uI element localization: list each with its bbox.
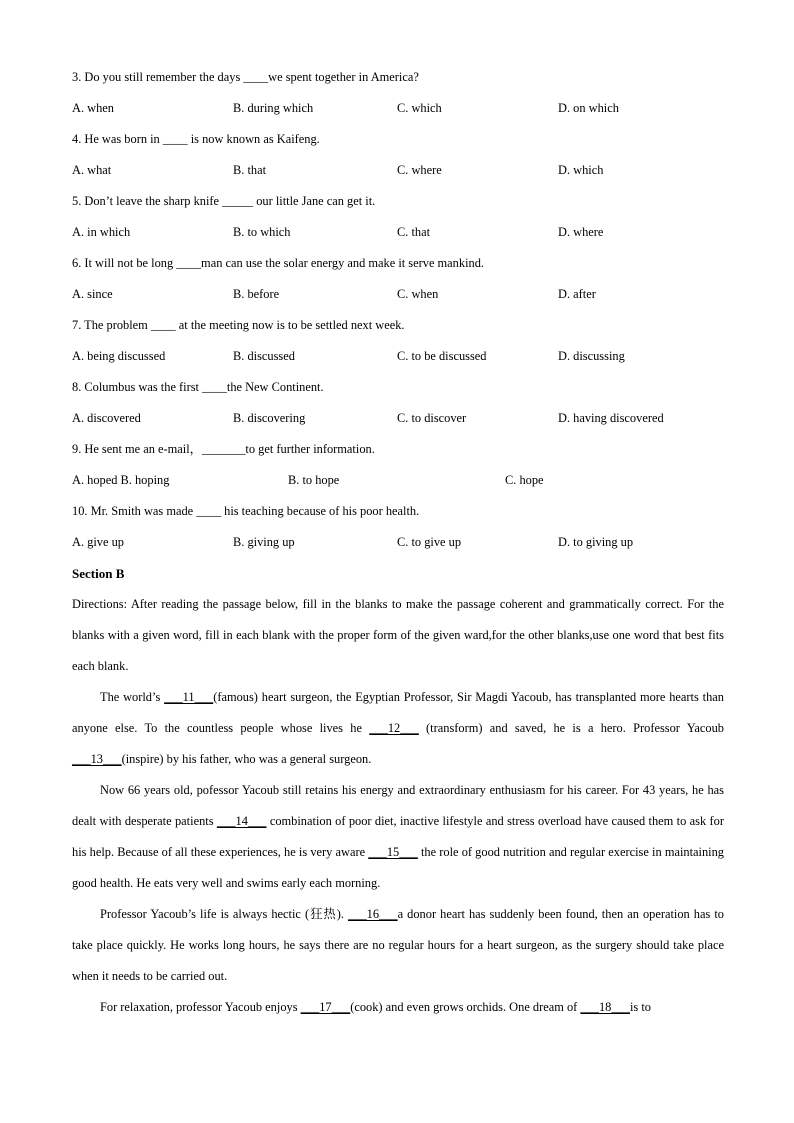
question-5-options — [72, 217, 724, 248]
section-b-directions: Directions: After reading the passage below, fill in the blanks to make the passage coherent and grammatically correct. For the blanks with a given word, fill in each blank with the proper form of the given ward,for the other blanks,use one word that best fits each blank. — [72, 597, 724, 673]
p2-text-1: Now 66 years old, pofessor Yacoub still retains his energy and extraordinary enthusiasm for his career. For 43 years, he has dealt with desperate patients — [72, 783, 724, 828]
question-9-stem: 9. He sent me an e-mail，_______to get further information. — [72, 442, 375, 456]
question-3-option-a: A. when — [72, 101, 114, 115]
question-3-stem: 3. Do you still remember the days ____we spent together in America? — [72, 70, 419, 84]
question-5-option-b: B. to which — [233, 225, 291, 239]
question-6-option-a: A. since — [72, 287, 113, 301]
question-4-option-d: D. which — [558, 163, 604, 177]
question-9-option-b: B. to hope — [288, 473, 340, 487]
section-b-title: Section B — [72, 566, 125, 581]
question-6-option-c: C. when — [397, 287, 439, 301]
question-9-option-c: C. hope — [505, 473, 544, 487]
question-4-option-a: A. what — [72, 163, 112, 177]
question-10-option-b: B. giving up — [233, 535, 295, 549]
blank-13: ___13___ — [72, 752, 122, 766]
question-6-options — [72, 279, 724, 310]
question-5-option-d: D. where — [558, 225, 604, 239]
p3-text-2: a donor heart has suddenly been found, then an operation has to take place quickly. He works long hours, he says there are no regular hours for a heart surgeon, as the surgery should take place when it needs to be carried out. — [72, 907, 724, 983]
question-4-options — [72, 155, 724, 186]
question-9-options — [72, 465, 724, 496]
question-3-option-b: B. during which — [233, 101, 314, 115]
blank-11: ___11___ — [164, 690, 214, 704]
question-8-option-c: C. to discover — [397, 411, 467, 425]
question-8-option-d: D. having discovered — [558, 411, 664, 425]
question-10-option-d: D. to giving up — [558, 535, 634, 549]
question-8-option-a: A. discovered — [72, 411, 141, 425]
question-5-option-a: A. in which — [72, 225, 131, 239]
question-5-option-c: C. that — [397, 225, 431, 239]
question-3-option-d: D. on which — [558, 101, 619, 115]
blank-12: ___12___ — [369, 721, 419, 735]
passage-paragraph-2 — [72, 775, 724, 899]
p1-text-2: (famous) heart surgeon, the Egyptian Professor, Sir Magdi Yacoub, has transplanted more hearts than anyone else. To the countless people whose lives he — [72, 690, 724, 735]
blank-17: ___17___ — [300, 1000, 351, 1014]
question-4-option-c: C. where — [397, 163, 442, 177]
blank-18: ___18___ — [580, 1000, 630, 1014]
question-8-stem: 8. Columbus was the first ____the New Continent. — [72, 380, 324, 394]
p3-text-1: Professor Yacoub’s life is always hectic (狂热). — [100, 907, 349, 921]
passage-paragraph-1 — [72, 682, 724, 775]
question-9-option-a: A. hoped B. hoping — [72, 473, 170, 487]
p2-text-2: combination of poor diet, inactive lifestyle and stress overload have caused them to ask for his help. Because of all these experiences, he is very aware — [72, 814, 725, 859]
passage-paragraph-3 — [72, 899, 724, 992]
question-4-option-b: B. that — [233, 163, 267, 177]
question-7-stem: 7. The problem ____ at the meeting now is to be settled next week. — [72, 318, 405, 332]
question-5-stem: 5. Don’t leave the sharp knife _____ our little Jane can get it. — [72, 194, 376, 208]
p1-text-4: (inspire) by his father, who was a general surgeon. — [121, 752, 372, 766]
question-7-options — [72, 341, 724, 372]
question-3-option-c: C. which — [397, 101, 442, 115]
p1-text-1: The world’s — [100, 690, 165, 704]
question-10-options — [72, 527, 724, 558]
question-7-option-d: D. discussing — [558, 349, 625, 363]
question-6-option-d: D. after — [558, 287, 596, 301]
blank-16: ___16___ — [348, 907, 398, 921]
question-7-option-a: A. being discussed — [72, 349, 166, 363]
p1-text-3: (transform) and saved, he is a hero. Professor Yacoub — [418, 721, 724, 735]
p2-text-3: the role of good nutrition and regular exercise in maintaining good health. He eats very well and swims early each morning. — [72, 845, 725, 890]
p4-text-2: (cook) and even grows orchids. One dream of — [350, 1000, 581, 1014]
question-10-option-c: C. to give up — [397, 535, 462, 549]
question-6-option-b: B. before — [233, 287, 280, 301]
question-8-option-b: B. discovering — [233, 411, 306, 425]
question-6-stem: 6. It will not be long ____man can use the solar energy and make it serve mankind. — [72, 256, 485, 270]
question-10-option-a: A. give up — [72, 535, 124, 549]
blank-15: ___15___ — [368, 845, 418, 859]
question-7-option-b: B. discussed — [233, 349, 295, 363]
p4-text-1: For relaxation, professor Yacoub enjoys — [100, 1000, 301, 1014]
question-3-options — [72, 93, 724, 124]
question-10-stem: 10. Mr. Smith was made ____ his teaching because of his poor health. — [72, 504, 420, 518]
question-8-options — [72, 403, 724, 434]
question-4-stem: 4. He was born in ____ is now known as Kaifeng. — [72, 132, 320, 146]
p4-text-3: is to — [629, 1000, 651, 1014]
blank-14: ___14___ — [216, 814, 267, 828]
question-7-option-c: C. to be discussed — [397, 349, 487, 363]
passage-paragraph-4 — [72, 992, 724, 1023]
document-page — [72, 62, 724, 1023]
